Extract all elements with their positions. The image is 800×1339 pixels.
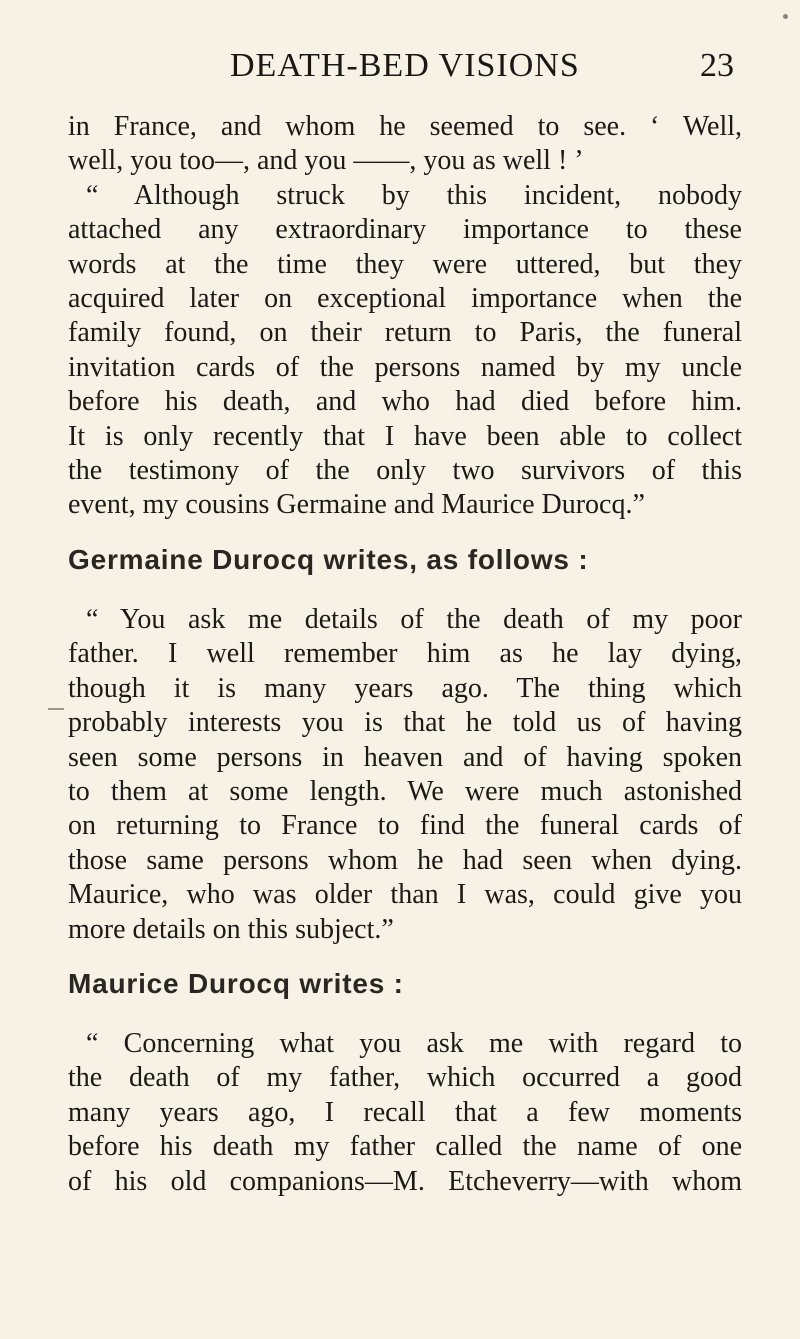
section-heading-germaine: Germaine Durocq writes, as follows : bbox=[68, 543, 589, 575]
text-line: “ Although struck by this incident, nobody bbox=[86, 179, 742, 211]
text-line: seen some persons in heaven and of having spoken bbox=[68, 741, 742, 773]
text-line: those same persons whom he had seen when dying. bbox=[68, 844, 742, 876]
paragraph-maurice-letter bbox=[68, 1027, 742, 1199]
text-line: many years ago, I recall that a few moments bbox=[68, 1096, 742, 1128]
text-line: more details on this subject.” bbox=[68, 913, 394, 945]
paragraph-germaine-letter bbox=[68, 603, 742, 947]
text-line: “ Concerning what you ask me with regard to bbox=[86, 1027, 742, 1059]
margin-pencil-mark bbox=[48, 708, 64, 710]
section-heading-maurice: Maurice Durocq writes : bbox=[68, 967, 404, 999]
running-head: DEATH-BED VISIONS bbox=[230, 47, 580, 84]
text-line: the death of my father, which occurred a good bbox=[68, 1062, 742, 1094]
text-line: in France, and whom he seemed to see. ‘ Well, bbox=[68, 111, 742, 142]
text-line: attached any extraordinary importance to these bbox=[68, 214, 742, 246]
text-line: invitation cards of the persons named by my uncle bbox=[68, 351, 742, 383]
text-line: acquired later on exceptional importance when the bbox=[68, 283, 742, 315]
text-line: well, you too—, and you ——, you as well ! ’ bbox=[68, 145, 584, 177]
paragraph-continuation bbox=[68, 110, 742, 179]
text-line: words at the time they were uttered, but they bbox=[68, 248, 742, 280]
text-line: probably interests you is that he told us of having bbox=[68, 707, 742, 739]
text-line: to them at some length. We were much astonished bbox=[68, 775, 742, 807]
text-line: before his death my father called the name of one bbox=[68, 1131, 742, 1163]
page-header bbox=[0, 46, 800, 90]
text-line: family found, on their return to Paris, the funeral bbox=[68, 317, 742, 349]
text-line: the testimony of the only two survivors of this bbox=[68, 455, 742, 487]
text-line: before his death, and who had died before him. bbox=[68, 386, 742, 418]
page-body bbox=[68, 110, 742, 1199]
paragraph-uncle-account bbox=[68, 179, 742, 523]
text-line: event, my cousins Germaine and Maurice Durocq.” bbox=[68, 489, 645, 521]
text-line: though it is many years ago. The thing which bbox=[68, 672, 742, 704]
text-line: on returning to France to find the funeral cards of bbox=[68, 810, 742, 842]
page-number: 23 bbox=[700, 47, 734, 84]
text-line: “ You ask me details of the death of my poor bbox=[86, 603, 742, 635]
text-line: Maurice, who was older than I was, could give you bbox=[68, 879, 742, 911]
text-line: of his old companions—M. Etcheverry—with whom bbox=[68, 1165, 742, 1197]
corner-dot-mark bbox=[783, 14, 788, 19]
text-line: father. I well remember him as he lay dying, bbox=[68, 638, 742, 670]
text-line: It is only recently that I have been able to collect bbox=[68, 420, 742, 452]
